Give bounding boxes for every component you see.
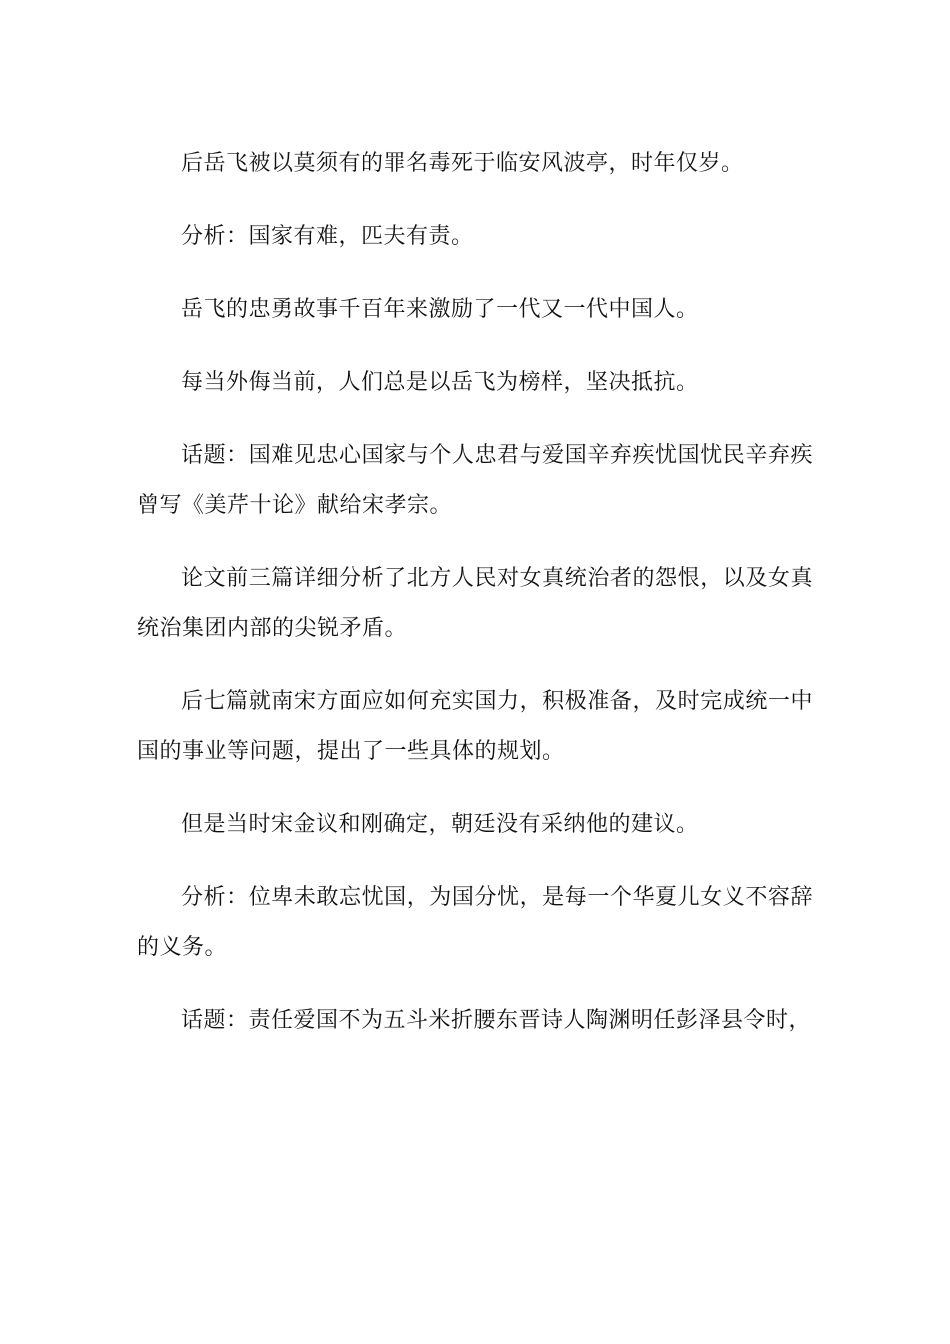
paragraph-9: 分析：位卑未敢忘忧国，为国分忧，是每一个华夏儿女义不容辞的义务。	[137, 885, 813, 960]
paragraph-1: 后岳飞被以莫须有的罪名毒死于临安风波亭，时年仅岁。	[181, 151, 744, 176]
paragraph-2: 分析：国家有难，匹夫有责。	[181, 224, 474, 249]
paragraph-10: 话题：责任爱国不为五斗米折腰东晋诗人陶渊明任彭泽县令时，	[181, 1008, 812, 1033]
paragraph-5: 话题：国难见忠心国家与个人忠君与爱国辛弃疾忧国忧民辛弃疾曾写《美芹十论》献给宋孝宗。	[137, 443, 813, 518]
document-body	[137, 139, 813, 1069]
paragraph-4: 每当外侮当前，人们总是以岳飞为榜样，坚决抵抗。	[181, 370, 699, 395]
paragraph-7: 后七篇就南宋方面应如何充实国力，积极准备，及时完成统一中国的事业等问题，提出了一些具体的规划。	[137, 689, 813, 764]
paragraph-3: 岳飞的忠勇故事千百年来激励了一代又一代中国人。	[181, 297, 699, 322]
paragraph-8: 但是当时宋金议和刚确定，朝廷没有采纳他的建议。	[181, 812, 699, 837]
paragraph-6: 论文前三篇详细分析了北方人民对女真统治者的怨恨，以及女真统治集团内部的尖锐矛盾。	[137, 566, 813, 641]
